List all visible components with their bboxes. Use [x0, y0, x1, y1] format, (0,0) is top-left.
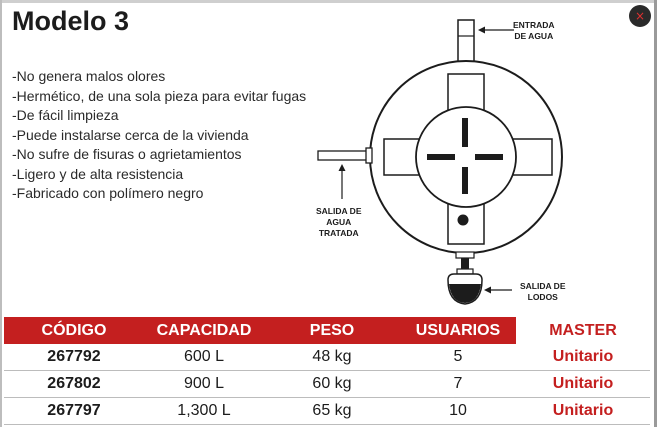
cell-codigo: 267792: [4, 344, 144, 371]
valve-top: [456, 252, 474, 258]
biodigester-diagram: [300, 14, 590, 314]
inlet-label: ENTRADA DE AGUA: [513, 20, 555, 41]
feature-item: -Hermético, de una sola pieza para evitar fugas: [12, 87, 307, 104]
center-cross-gap-h: [455, 154, 475, 160]
cell-capacidad: 600 L: [144, 344, 264, 371]
close-icon: ×: [634, 9, 646, 23]
cell-master: Unitario: [516, 344, 650, 371]
header-master: MASTER: [516, 317, 650, 344]
feature-item: -De fácil limpieza: [12, 107, 119, 123]
left-border: [0, 0, 2, 427]
cell-codigo: 267797: [4, 398, 144, 425]
sludge-bulb-shade: [449, 284, 481, 303]
outlet-pipe: [318, 151, 368, 160]
outlet-arrowhead: [339, 164, 346, 171]
feature-list: [12, 67, 306, 204]
table-row: [4, 398, 650, 425]
table-row: [4, 344, 650, 371]
outlet-pipe-collar: [366, 148, 372, 163]
page-title: Modelo 3: [12, 6, 130, 36]
feature-item: -Fabricado con polímero negro: [12, 185, 204, 201]
cell-capacidad: 1,300 L: [144, 398, 264, 425]
close-button[interactable]: [629, 5, 651, 27]
header-capacidad: CAPACIDAD: [144, 317, 264, 344]
feature-item: -Puede instalarse cerca de la vivienda: [12, 126, 249, 143]
drain-dot: [458, 215, 469, 226]
header-peso: PESO: [264, 317, 400, 344]
sludge-outlet-label: SALIDA DE LODOS: [520, 281, 566, 302]
cell-usuarios: 10: [400, 398, 516, 425]
cell-usuarios: 7: [400, 371, 516, 398]
diagram-drawing: [300, 14, 590, 314]
cell-peso: 60 kg: [264, 371, 400, 398]
inlet-pipe: [458, 20, 474, 64]
table-row: [4, 371, 650, 398]
cell-master: Unitario: [516, 371, 650, 398]
treated-water-label: SALIDA DE AGUA TRATADA: [316, 206, 362, 238]
cell-capacidad: 900 L: [144, 371, 264, 398]
cell-usuarios: 5: [400, 344, 516, 371]
sludge-arrowhead: [484, 287, 491, 294]
cell-codigo: 267802: [4, 371, 144, 398]
top-border: [0, 0, 657, 3]
spec-table: [4, 317, 650, 425]
header-usuarios: USUARIOS: [400, 317, 516, 344]
header-codigo: CÓDIGO: [4, 317, 144, 344]
cell-peso: 48 kg: [264, 344, 400, 371]
cell-peso: 65 kg: [264, 398, 400, 425]
feature-item: -No sufre de fisuras o agrietamientos: [12, 146, 242, 162]
cell-master: Unitario: [516, 398, 650, 425]
table-header-row: [4, 317, 650, 344]
feature-item: -No genera malos olores: [12, 68, 166, 84]
feature-item: -Ligero y de alta resistencia: [12, 165, 184, 182]
inlet-arrowhead: [478, 27, 485, 34]
